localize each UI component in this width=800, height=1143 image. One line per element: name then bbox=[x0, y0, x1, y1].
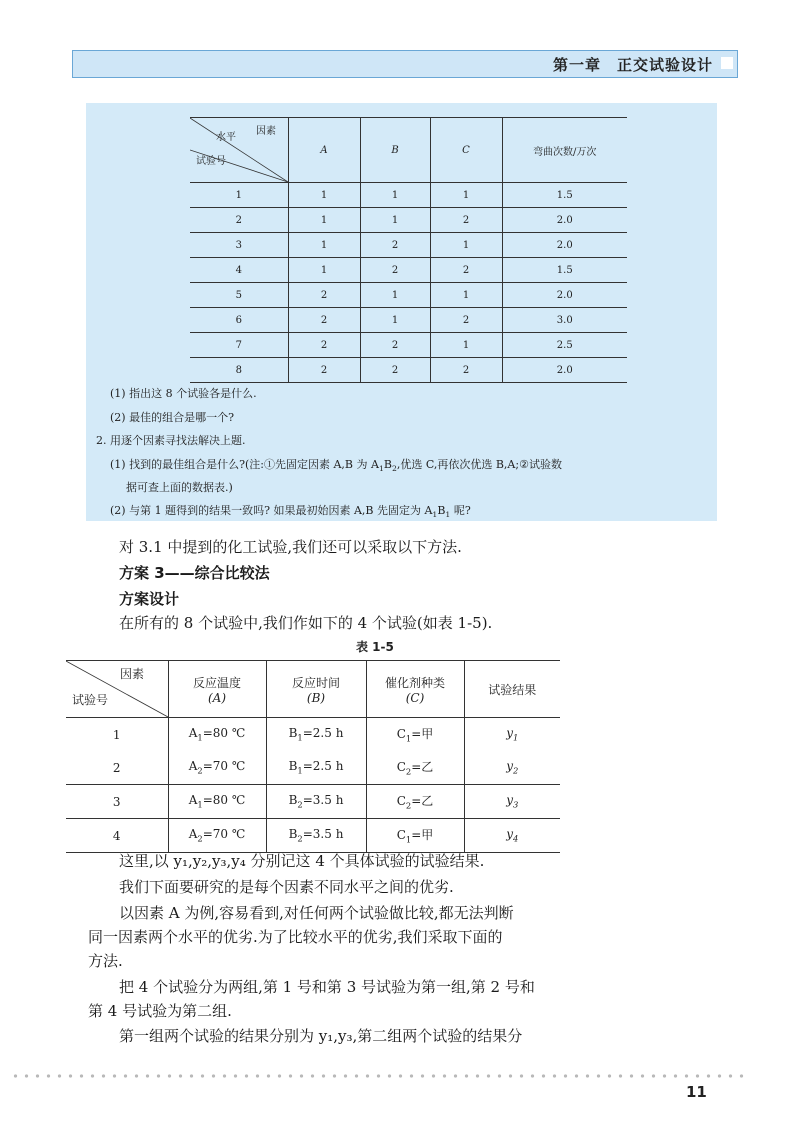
exercise-q2-2 bbox=[110, 502, 471, 519]
cell-result bbox=[464, 819, 560, 853]
cell-symbol: C bbox=[396, 794, 406, 809]
cell-symbol: C bbox=[396, 828, 406, 843]
cell-value: =甲 bbox=[411, 828, 434, 843]
cell-trial-no: 7 bbox=[190, 333, 288, 358]
cell-a: 2 bbox=[288, 333, 360, 358]
q2-2-text-start: (2) 与第 1 题得到的结果一致吗? 如果最初始因素 A,B 先固定为 A bbox=[110, 504, 433, 517]
cell-result: 2.0 bbox=[502, 233, 627, 258]
design-table-header bbox=[66, 661, 560, 718]
design-table-corner bbox=[66, 661, 168, 718]
q2-1-text-start: (1) 找到的最佳组合是什么?(注:①先固定因素 A,B 为 A bbox=[110, 458, 379, 471]
cell-temperature bbox=[168, 819, 266, 853]
corner-trial-label: 试验号 bbox=[196, 156, 226, 167]
cell-sub: 2 bbox=[197, 765, 203, 776]
cell-c: 1 bbox=[430, 233, 502, 258]
cell-time bbox=[266, 751, 366, 785]
corner-level-label: 水平 bbox=[216, 132, 236, 143]
exercise-box bbox=[86, 103, 717, 521]
cell-a: 2 bbox=[288, 283, 360, 308]
corner-factor-label: 因素 bbox=[256, 126, 276, 137]
cell-symbol: C bbox=[396, 760, 406, 775]
cell-sub: 2 bbox=[512, 765, 519, 776]
cell-result: 2.5 bbox=[502, 333, 627, 358]
cell-sub: 2 bbox=[197, 833, 203, 844]
table-row bbox=[190, 258, 627, 283]
cell-symbol: y bbox=[506, 726, 513, 741]
cell-result: 3.0 bbox=[502, 308, 627, 333]
col-time-label: 反应时间 bbox=[291, 675, 340, 690]
cell-catalyst bbox=[366, 751, 464, 785]
cell-sub: 1 bbox=[512, 732, 519, 743]
cell-value: =70 ℃ bbox=[202, 827, 246, 842]
cell-b: 2 bbox=[360, 258, 430, 283]
cell-value: =乙 bbox=[411, 760, 434, 775]
col-header-temperature bbox=[168, 661, 266, 718]
cell-value: =3.5 h bbox=[302, 827, 344, 842]
cell-result: 1.5 bbox=[502, 258, 627, 283]
cell-a: 1 bbox=[288, 183, 360, 208]
col-temperature-symbol: (A) bbox=[207, 690, 227, 705]
cell-time bbox=[266, 819, 366, 853]
q2-2-sub-2: 1 bbox=[445, 510, 451, 520]
q2-2-sub-1: 1 bbox=[432, 510, 438, 520]
paragraph-design: 在所有的 8 个试验中,我们作如下的 4 个试验(如表 1-5). bbox=[119, 614, 493, 632]
cell-symbol: B bbox=[288, 827, 298, 842]
cell-c: 1 bbox=[430, 183, 502, 208]
col-header-b: B bbox=[360, 118, 430, 183]
cell-a: 2 bbox=[288, 358, 360, 383]
cell-result bbox=[464, 785, 560, 819]
exercise-q2: 2. 用逐个因素寻找法解决上题. bbox=[96, 434, 246, 447]
cell-trial-no: 4 bbox=[190, 258, 288, 283]
table-row bbox=[190, 183, 627, 208]
col-header-catalyst bbox=[366, 661, 464, 718]
cell-value: =80 ℃ bbox=[202, 793, 246, 808]
col-header-c: C bbox=[430, 118, 502, 183]
cell-temperature bbox=[168, 718, 266, 752]
cell-b: 1 bbox=[360, 308, 430, 333]
cell-trial-no: 4 bbox=[66, 819, 168, 853]
cell-symbol: y bbox=[506, 759, 513, 774]
paragraph-research-goal: 我们下面要研究的是每个因素不同水平之间的优劣. bbox=[119, 878, 454, 896]
cell-trial-no: 6 bbox=[190, 308, 288, 333]
section-heading-scheme3: 方案 3——综合比较法 bbox=[119, 564, 270, 582]
cell-a: 1 bbox=[288, 208, 360, 233]
cell-symbol: A bbox=[188, 793, 198, 808]
cell-value: =70 ℃ bbox=[202, 759, 246, 774]
table-row bbox=[66, 718, 560, 752]
cell-trial-no: 2 bbox=[66, 751, 168, 785]
cell-trial-no: 1 bbox=[66, 718, 168, 752]
cell-trial-no: 8 bbox=[190, 358, 288, 383]
cell-symbol: A bbox=[188, 726, 198, 741]
table-row bbox=[190, 333, 627, 358]
table-row bbox=[66, 819, 560, 853]
cell-value: =3.5 h bbox=[302, 793, 344, 808]
cell-c: 2 bbox=[430, 258, 502, 283]
paragraph-grouping-line1: 把 4 个试验分为两组,第 1 号和第 3 号试验为第一组,第 2 号和 bbox=[119, 978, 535, 996]
exercise-q2-1-line1 bbox=[110, 456, 562, 473]
cell-a: 1 bbox=[288, 258, 360, 283]
exercise-table-header bbox=[190, 118, 627, 183]
cell-temperature bbox=[168, 751, 266, 785]
cell-sub: 1 bbox=[297, 732, 303, 743]
cell-sub: 2 bbox=[297, 799, 303, 810]
cell-c: 1 bbox=[430, 283, 502, 308]
cell-symbol: y bbox=[506, 827, 513, 842]
cell-sub: 1 bbox=[197, 732, 203, 743]
cell-symbol: C bbox=[396, 727, 406, 742]
exercise-q1-2: (2) 最佳的组合是哪一个? bbox=[110, 411, 234, 424]
cell-b: 1 bbox=[360, 208, 430, 233]
table-row bbox=[66, 785, 560, 819]
page-number: 11 bbox=[686, 1083, 707, 1101]
col-header-result: 试验结果 bbox=[464, 661, 560, 718]
corner-diagonal-line bbox=[66, 661, 168, 717]
cell-time bbox=[266, 785, 366, 819]
cell-result bbox=[464, 718, 560, 752]
col-header-a: A bbox=[288, 118, 360, 183]
cell-symbol: A bbox=[188, 827, 198, 842]
cell-symbol: A bbox=[188, 759, 198, 774]
paragraph-example-line1: 以因素 A 为例,容易看到,对任何两个试验做比较,都无法判断 bbox=[119, 904, 514, 922]
cell-trial-no: 3 bbox=[66, 785, 168, 819]
cell-sub: 4 bbox=[512, 833, 519, 844]
cell-result: 2.0 bbox=[502, 208, 627, 233]
q2-2-text-mid: B bbox=[437, 504, 446, 517]
paragraph-example-line2: 同一因素两个水平的优劣.为了比较水平的优劣,我们采取下面的 bbox=[88, 928, 503, 946]
cell-value: =2.5 h bbox=[302, 726, 344, 741]
cell-sub: 1 bbox=[405, 834, 412, 845]
col-temperature-label: 反应温度 bbox=[192, 675, 241, 690]
q2-1-text-end: ,优选 C,再依次优选 B,A;②试验数 bbox=[396, 458, 562, 471]
cell-catalyst bbox=[366, 785, 464, 819]
cell-c: 2 bbox=[430, 308, 502, 333]
q2-1-sub-1: 1 bbox=[378, 464, 384, 474]
corner-trial-label: 试验号 bbox=[72, 693, 109, 707]
cell-value: =乙 bbox=[411, 794, 434, 809]
cell-b: 1 bbox=[360, 183, 430, 208]
table-row bbox=[190, 283, 627, 308]
table-row bbox=[190, 208, 627, 233]
cell-catalyst bbox=[366, 819, 464, 853]
cell-sub: 2 bbox=[405, 766, 412, 777]
cell-trial-no: 5 bbox=[190, 283, 288, 308]
paragraph-results-notation: 这里,以 y₁,y₂,y₃,y₄ 分别记这 4 个具体试验的试验结果. bbox=[119, 852, 485, 870]
cell-value: =甲 bbox=[411, 727, 434, 742]
cell-trial-no: 3 bbox=[190, 233, 288, 258]
corner-factor-label: 因素 bbox=[120, 667, 145, 681]
table-row bbox=[190, 358, 627, 383]
cell-result: 2.0 bbox=[502, 283, 627, 308]
cell-c: 2 bbox=[430, 358, 502, 383]
paragraph-example-line3: 方法. bbox=[88, 952, 123, 970]
cell-trial-no: 2 bbox=[190, 208, 288, 233]
table-row bbox=[66, 751, 560, 785]
footer-dotted-rule bbox=[10, 1074, 750, 1078]
table-caption: 表 1-5 bbox=[356, 640, 394, 654]
exercise-table-corner bbox=[190, 118, 288, 183]
cell-sub: 2 bbox=[405, 800, 412, 811]
cell-result: 1.5 bbox=[502, 183, 627, 208]
cell-symbol: B bbox=[288, 726, 298, 741]
cell-time bbox=[266, 718, 366, 752]
col-time-symbol: (B) bbox=[306, 690, 326, 705]
cell-sub: 1 bbox=[197, 799, 203, 810]
cell-c: 2 bbox=[430, 208, 502, 233]
cell-sub: 1 bbox=[405, 733, 412, 744]
cell-temperature bbox=[168, 785, 266, 819]
exercise-table bbox=[190, 117, 627, 383]
cell-sub: 2 bbox=[297, 833, 303, 844]
cell-sub: 1 bbox=[297, 765, 303, 776]
cell-b: 2 bbox=[360, 233, 430, 258]
exercise-q1-1: (1) 指出这 8 个试验各是什么. bbox=[110, 387, 257, 400]
design-table bbox=[66, 660, 560, 853]
cell-sub: 3 bbox=[512, 799, 519, 810]
paragraph-grouping-line2: 第 4 号试验为第二组. bbox=[88, 1002, 232, 1020]
q2-1-text-mid: B bbox=[383, 458, 392, 471]
col-header-bend-count: 弯曲次数/万次 bbox=[502, 118, 627, 183]
q2-1-sub-2: 2 bbox=[391, 464, 397, 474]
cell-result bbox=[464, 751, 560, 785]
table-row bbox=[190, 233, 627, 258]
col-header-time bbox=[266, 661, 366, 718]
cell-symbol: B bbox=[288, 759, 298, 774]
cell-symbol: y bbox=[506, 793, 513, 808]
chapter-header bbox=[72, 50, 738, 78]
cell-b: 1 bbox=[360, 283, 430, 308]
exercise-q2-1-line2: 据可查上面的数据表.) bbox=[126, 481, 233, 494]
section-heading-design: 方案设计 bbox=[119, 590, 180, 608]
cell-a: 1 bbox=[288, 233, 360, 258]
chapter-title: 第一章 正交试验设计 bbox=[552, 56, 713, 74]
header-square-decoration bbox=[721, 57, 733, 69]
cell-a: 2 bbox=[288, 308, 360, 333]
q2-2-text-end: 呢? bbox=[450, 504, 471, 517]
cell-b: 2 bbox=[360, 333, 430, 358]
col-catalyst-symbol: (C) bbox=[405, 690, 425, 705]
cell-value: =80 ℃ bbox=[202, 726, 246, 741]
cell-symbol: B bbox=[288, 793, 298, 808]
cell-value: =2.5 h bbox=[302, 759, 344, 774]
cell-b: 2 bbox=[360, 358, 430, 383]
paragraph-group-results: 第一组两个试验的结果分别为 y₁,y₃,第二组两个试验的结果分 bbox=[119, 1027, 523, 1045]
table-row bbox=[190, 308, 627, 333]
cell-catalyst bbox=[366, 718, 464, 752]
col-catalyst-label: 催化剂种类 bbox=[384, 675, 445, 690]
paragraph-intro: 对 3.1 中提到的化工试验,我们还可以采取以下方法. bbox=[119, 538, 462, 556]
cell-c: 1 bbox=[430, 333, 502, 358]
cell-trial-no: 1 bbox=[190, 183, 288, 208]
cell-result: 2.0 bbox=[556, 364, 573, 376]
